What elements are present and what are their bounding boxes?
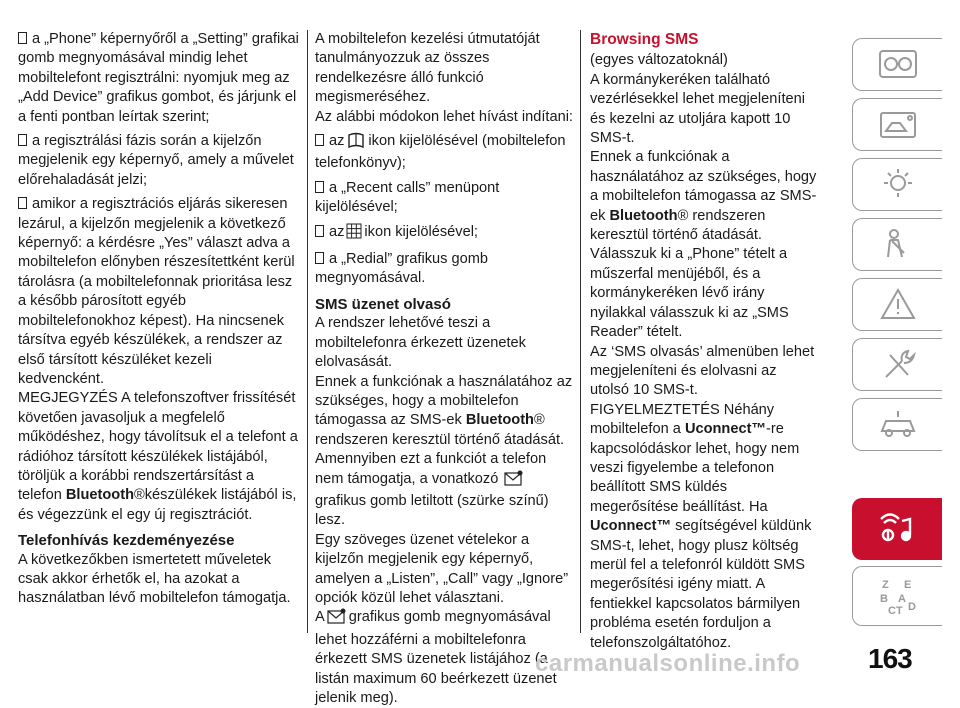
bullet-square-icon xyxy=(18,32,27,44)
column-1 xyxy=(18,30,300,609)
index-letter: C xyxy=(887,605,896,616)
sms-envelope-icon xyxy=(504,470,524,492)
index-letter: T xyxy=(895,605,903,616)
bullet-paragraph: a „Phone” képernyőről a „Setting” grafikai gomb megnyomásával mindig lehet mobiltelefont regisztrálni: nyomjuk meg az „Add Device” grafikus gombot, és járjunk el a fenti pontban leírtak szerint; xyxy=(18,31,299,125)
note-paragraph: MEGJEGYZÉS A telefonszoftver frissítését követően javasoljuk a megfelelő működéshez, hogy távolítsuk el a telefont a rádióhoz társított készülékek listájából, töröljük a korábbi rendszertársítást a telefon Bluetooth®készülékek listájából is, és végezzünk el egy új regisztrációt. xyxy=(18,390,298,523)
paragraph: Válasszuk ki a „Phone” tételt a műszerfal menüjéből, és a kormánykeréken lévő irány nyilakkal válasszuk ki az „SMS Reader” tételt. xyxy=(590,246,789,341)
paragraph: A következőkben ismertetett műveletek csak akkor érhetők el, ha azokat a használatban lévő mobiltelefon támogatja. xyxy=(18,551,291,607)
warning-paragraph: FIGYELMEZTETÉS Néhány mobiltelefon a Uconnect™-re kapcsolódáskor lehet, hogy nem veszi figyelembe a telefonon beállított SMS küldés megerősítése beállítást. Ha Uconnect™ segítségével küldünk SMS-t, lehet, hogy plusz költség merül fel a telefonról küldött SMS megerősítési igény miatt. A fentiekkel kapcsolatos bármilyen probléma esetén forduljon a telefonszolgáltatóhoz. xyxy=(590,401,812,651)
column-3 xyxy=(590,30,818,653)
bullet-square-icon xyxy=(18,197,27,209)
paragraph: Az alábbi módokon lehet hívást indítani: xyxy=(315,108,573,125)
paragraph: Ennek a funkciónak a használatához az szükséges, hogy a mobiltelefon támogassa az SMS-ek Bluetooth® rendszeren keresztül történő átadását. xyxy=(590,149,817,244)
dashboard-icon xyxy=(876,45,920,85)
media-sound-icon xyxy=(876,509,920,549)
paragraph: Egy szöveges üzenet vételekor a kijelzőn megjelenik egy képernyő, amelyen a „Listen”, „Call” vagy „Ignore” opciók közül lehet választani. xyxy=(315,531,569,606)
index-letter: Z xyxy=(881,579,889,591)
tab-car-info[interactable] xyxy=(852,98,942,151)
car-info-icon xyxy=(876,105,920,145)
tab-warning[interactable] xyxy=(852,278,942,331)
tab-lights[interactable] xyxy=(852,158,942,211)
bullet-paragraph: a „Recent calls” menüpont kijelölésével; xyxy=(315,179,500,216)
paragraph: Amennyiben ezt a funkciót a telefon nem támogatja, a vonatkozó grafikus gomb letiltott (szürke színű) lesz. xyxy=(315,451,549,529)
car-spec-icon xyxy=(876,405,920,445)
bullet-square-icon xyxy=(315,181,324,193)
watermark: carmanualsonline.info xyxy=(535,650,801,677)
bullet-square-icon xyxy=(315,225,324,237)
section-heading: Browsing SMS xyxy=(590,31,699,48)
index-letter: E xyxy=(903,579,911,591)
tab-index[interactable] xyxy=(852,566,942,626)
tab-media-sound[interactable] xyxy=(852,498,942,560)
bullet-paragraph: a regisztrálási fázis során a kijelzőn megjelenik egy képernyő, amely a művelet előrehaladását jelzi; xyxy=(18,133,294,188)
column-2 xyxy=(315,30,577,708)
section-heading: Telefonhívás kezdeményezése xyxy=(18,532,235,550)
paragraph: Az ‘SMS olvasás’ almenüben lehet megjeleníteni és elolvasni az utolsó 10 SMS-t. xyxy=(590,343,815,399)
warning-triangle-icon xyxy=(876,285,920,325)
tab-car-spec[interactable] xyxy=(852,398,942,451)
column-divider xyxy=(307,30,308,633)
bullet-paragraph: a „Redial” grafikus gomb megnyomásával. xyxy=(315,251,488,287)
tab-seatbelt-airbag[interactable] xyxy=(852,218,942,271)
paragraph: Ennek a funkciónak a használatához az szükséges, hogy a mobiltelefon támogassa az SMS-ek Bluetooth® rendszeren keresztül történő átadását. xyxy=(315,373,573,448)
maintenance-tools-icon xyxy=(876,345,920,385)
column-divider xyxy=(580,30,581,633)
bullet-square-icon xyxy=(315,252,324,264)
keypad-icon xyxy=(346,223,362,245)
tab-maintenance[interactable] xyxy=(852,338,942,391)
bullet-paragraph: az ikon kijelölésével (mobiltelefon telefonkönyv); xyxy=(315,133,566,172)
bullet-square-icon xyxy=(18,134,27,146)
paragraph: A grafikus gomb megnyomásával lehet hozzáférni a mobiltelefonra érkezett SMS üzenetek listájához (a listán maximum 60 beérkezett üzenet jelenik meg). xyxy=(315,609,557,706)
tab-dashboard[interactable] xyxy=(852,38,942,91)
sms-envelope-icon xyxy=(327,608,347,630)
paragraph: (egyes változatoknál) xyxy=(590,52,728,69)
phonebook-icon xyxy=(346,132,366,154)
bullet-paragraph: az ikon kijelölésével; xyxy=(315,223,577,245)
index-letters-icon xyxy=(876,576,920,616)
seatbelt-airbag-icon xyxy=(876,225,920,265)
paragraph: A kormánykeréken található vezérlésekkel lehet megjeleníteni és kezelni az utoljára kapott 10 SMS-t. xyxy=(590,71,805,147)
section-heading: SMS üzenet olvasó xyxy=(315,295,451,313)
lights-icon xyxy=(876,165,920,205)
index-letter: B xyxy=(879,593,888,605)
paragraph: A mobiltelefon kezelési útmutatóját tanulmányozzuk az összes rendelkezésre álló funkció megismeréséhez. xyxy=(315,31,540,106)
paragraph: A rendszer lehetővé teszi a mobiltelefonra érkezett üzenetek elolvasását. xyxy=(315,315,526,371)
bullet-paragraph: amikor a regisztrációs eljárás sikeresen lezárul, a kijelzőn megjelenik a következő képernyő: a kérdésre „Yes” választ adva a mobiltelefon előnyben részesítettként kerül tárolásra (a mobiltelefonnak prioritása lesz a később párosított egyéb mobiltelefonokhoz képest). Ha nincsenek társítva egyéb készülékek, a rendszer az első társított készüléket kezeli kedvencként. xyxy=(18,196,295,387)
page-number: 163 xyxy=(868,643,912,674)
bullet-square-icon xyxy=(315,134,324,146)
index-letter: A xyxy=(897,593,906,605)
index-letter: D xyxy=(907,601,916,613)
